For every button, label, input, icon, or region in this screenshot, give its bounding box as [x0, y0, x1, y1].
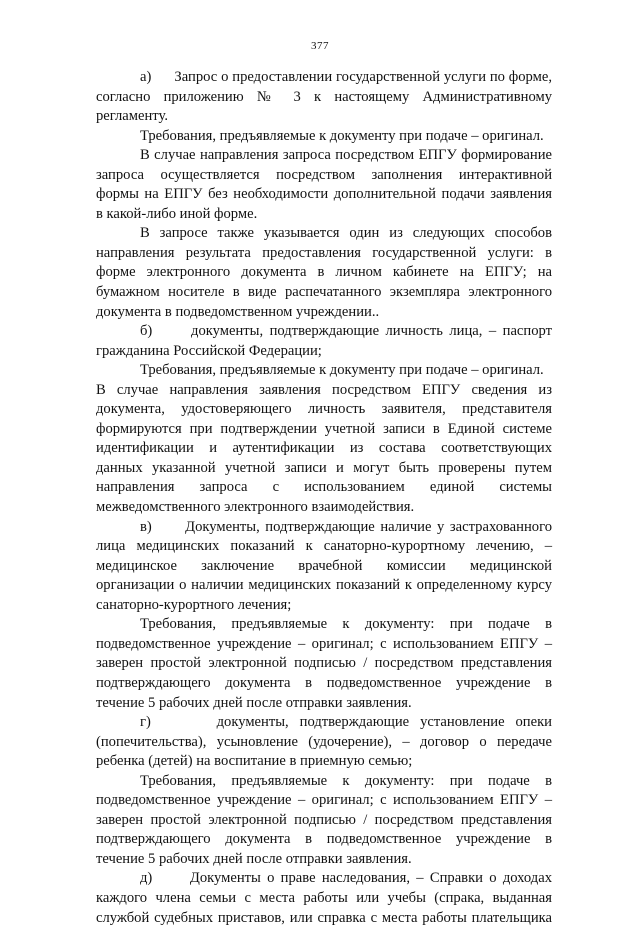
- text-line: течение 5 рабочих дней после отправки заявления.: [96, 850, 412, 867]
- text-line: направления результата предоставления государственной услуги: в: [96, 244, 552, 261]
- text-line: подтверждающего документа в подведомственное учреждение в: [96, 831, 552, 848]
- text-line: В случае направления заявления посредством ЕПГУ сведения из: [96, 381, 552, 398]
- text-line: д) Документы о праве наследования, – Справки о доходах: [140, 870, 552, 887]
- text-line: подведомственное учреждение – оригинал; с использованием ЕПГУ –: [96, 792, 552, 809]
- text-line: межведомственного электронного взаимодействия.: [96, 499, 415, 516]
- text-line: Требования, предъявляемые к документу: при подаче в: [140, 772, 552, 789]
- text-line: подтверждающего документа в подведомственное учреждение в: [96, 674, 552, 691]
- text-line: санаторно-курортного лечения;: [96, 596, 292, 613]
- text-line: гражданина Российской Федерации;: [96, 342, 322, 359]
- text-line: В случае направления запроса посредством ЕПГУ формирование: [140, 147, 552, 164]
- text-line: а) Запрос о предоставлении государственной услуги по форме,: [140, 69, 552, 85]
- text-line: Требования, предъявляемые к документу при подаче – оригинал.: [140, 362, 544, 379]
- page-number: 377: [311, 40, 329, 52]
- text-line: согласно приложению № 3 к настоящему Административному: [96, 88, 552, 105]
- text-line: регламенту.: [96, 108, 168, 125]
- text-line: службой судебных приставов, или справка с места работы плательщика: [96, 909, 552, 926]
- text-line: направления запроса с использованием единой системы: [96, 479, 552, 496]
- document-body: [96, 68, 552, 928]
- text-line: запроса осуществляется посредством заполнения интерактивной: [96, 166, 552, 183]
- text-line: течение 5 рабочих дней после отправки заявления.: [96, 694, 412, 711]
- text-line: формы на ЕПГУ без необходимости дополнительной подачи заявления: [96, 186, 552, 203]
- text-line: В запросе также указывается один из следующих способов: [140, 225, 552, 242]
- text-line: заверен простой электронной подписью / посредством представления: [96, 811, 552, 828]
- text-line: заверен простой электронной подписью / посредством представления: [96, 655, 552, 672]
- text-line: идентификации и аутентификации из состава соответствующих: [96, 440, 552, 457]
- text-line: б) документы, подтверждающие личность лица, – паспорт: [140, 323, 552, 340]
- text-line: ребенка (детей) на воспитание в приемную семью;: [96, 753, 413, 770]
- text-line: медицинское заключение врачебной комиссии медицинской: [96, 557, 552, 574]
- text-line: каждого члена семьи с места работы или учебы (спрака, выданная: [96, 889, 552, 906]
- text-line: бумажном носителе в виде распечатанного экземпляра электронного: [96, 284, 552, 301]
- text-line: (попечительства), усыновление (удочерение), – договор о передаче: [96, 733, 552, 750]
- text-line: форме электронного документа в личном кабинете на ЕПГУ; на: [96, 264, 552, 281]
- text-line: в какой-либо иной форме.: [96, 205, 258, 222]
- text-line: данных указанной учетной записи и могут быть проверены путем: [96, 459, 552, 476]
- text-line: лица медицинских показаний к санаторно-курортному лечению, –: [96, 538, 552, 555]
- text-line: документа, удостоверяющего личность заявителя, представителя: [96, 401, 552, 418]
- text-line: формируются при подтверждении учетной записи в Единой системе: [96, 420, 552, 437]
- text-line: Требования, предъявляемые к документу: при подаче в: [140, 616, 552, 633]
- text-line: в) Документы, подтверждающие наличие у застрахованного: [140, 518, 552, 535]
- text-line: подведомственное учреждение – оригинал; с использованием ЕПГУ –: [96, 635, 552, 652]
- text-line: документа в подведомственном учреждении..: [96, 303, 380, 320]
- text-line: организации о наличии медицинских показаний к определенному курсу: [96, 577, 552, 594]
- text-line: г) документы, подтверждающие установление опеки: [140, 714, 552, 731]
- text-line: Требования, предъявляемые к документу при подаче – оригинал.: [140, 127, 544, 144]
